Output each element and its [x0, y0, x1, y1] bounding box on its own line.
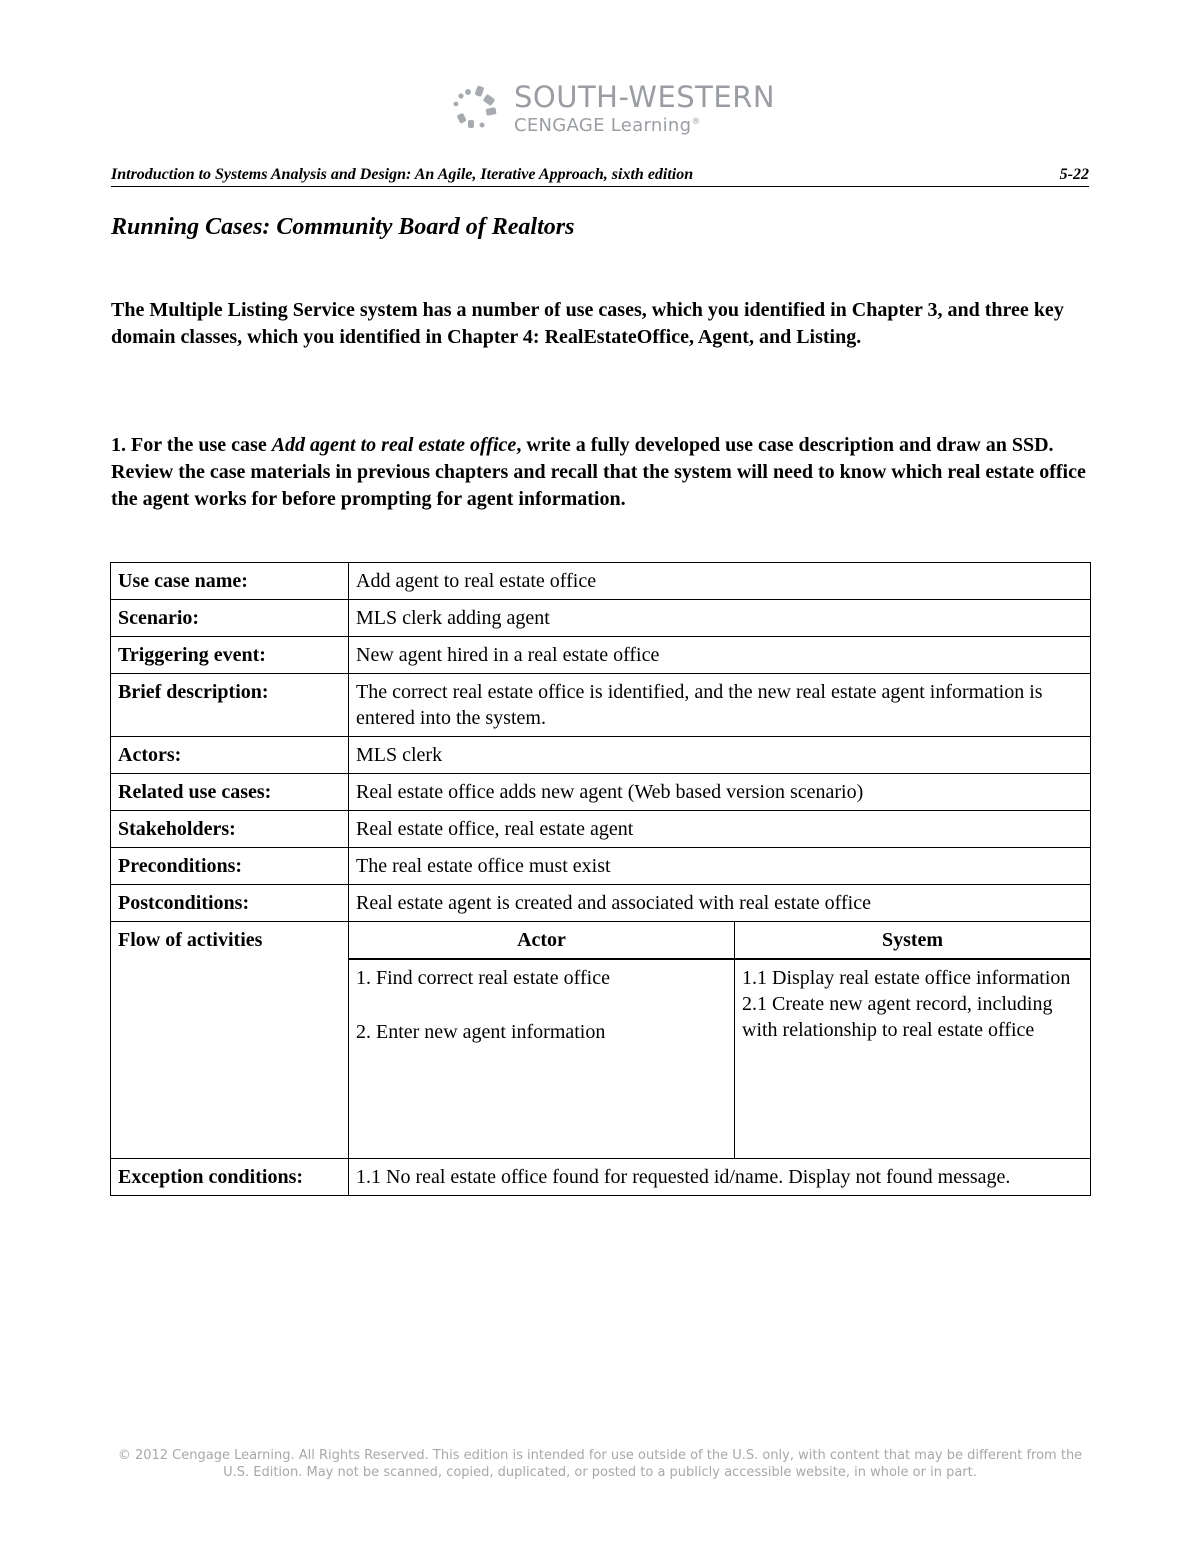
intro-paragraph: The Multiple Listing Service system has a number of use cases, which you identified in Chapter 3, and three key domain classes, which you identified in Chapter 4: RealEstateOffice, Agent, and Listing.	[111, 299, 1064, 348]
question-suffix: , write a fully developed use case description and draw an SSD. Review the case materials in previous chapters and recall that the system will need to know which real estate office the agent works for before prompting for agent information.	[111, 434, 1086, 510]
table-row	[111, 674, 1091, 737]
row-value: New agent hired in a real estate office	[349, 637, 1091, 674]
system-steps	[735, 959, 1091, 1159]
exception-label: Exception conditions:	[111, 1159, 349, 1196]
table-row	[111, 600, 1091, 637]
system-header: System	[735, 922, 1091, 960]
registered-mark: ®	[691, 117, 701, 127]
row-label: Postconditions:	[111, 885, 349, 922]
question-use-case: Add agent to real estate office	[271, 434, 517, 456]
cengage-dots-icon	[452, 84, 504, 134]
row-label: Preconditions:	[111, 848, 349, 885]
actor-header: Actor	[349, 922, 735, 960]
table-row	[111, 637, 1091, 674]
copyright-footer: © 2012 Cengage Learning. All Rights Reserved. This edition is intended for use outside of the U.S. only, with content that may be different from the U.S. Edition. May not be scanned, copied, duplicated, or posted to a publicly accessible website, in whole or in part.	[117, 1448, 1083, 1480]
book-title: Introduction to Systems Analysis and Design: An Agile, Iterative Approach, sixth edition	[111, 166, 694, 183]
logo-wordmark	[514, 82, 775, 136]
row-label: Brief description:	[111, 674, 349, 737]
logo-line-1: SOUTH-WESTERN	[514, 80, 776, 114]
row-label: Triggering event:	[111, 637, 349, 674]
row-label: Stakeholders:	[111, 811, 349, 848]
running-header	[111, 166, 1089, 187]
table-row	[111, 737, 1091, 774]
logo-line-2-text: CENGAGE Learning	[514, 115, 692, 136]
table-row	[111, 563, 1091, 600]
actor-step: 1. Find correct real estate office	[356, 967, 610, 989]
row-value: The real estate office must exist	[349, 848, 1091, 885]
row-label: Actors:	[111, 737, 349, 774]
row-value: MLS clerk adding agent	[349, 600, 1091, 637]
actor-steps	[349, 959, 735, 1159]
step-spacer	[356, 991, 727, 1019]
row-label: Scenario:	[111, 600, 349, 637]
table-row	[111, 811, 1091, 848]
row-value: Real estate agent is created and associated with real estate office	[349, 885, 1091, 922]
table-row	[111, 1159, 1091, 1196]
case-title: Running Cases: Community Board of Realtors	[111, 214, 575, 240]
row-value: Real estate office, real estate agent	[349, 811, 1091, 848]
page-number: 5-22	[1059, 166, 1089, 183]
row-value: Add agent to real estate office	[349, 563, 1091, 600]
publisher-logo	[452, 80, 776, 136]
row-value: MLS clerk	[349, 737, 1091, 774]
use-case-table	[110, 562, 1091, 1196]
row-value: Real estate office adds new agent (Web based version scenario)	[349, 774, 1091, 811]
row-value: The correct real estate office is identified, and the new real estate agent information is entered into the system.	[349, 674, 1091, 737]
flow-header-row	[111, 922, 1091, 960]
question-prefix: 1. For the use case	[111, 434, 272, 456]
system-step: 1.1 Display real estate office information	[742, 967, 1071, 989]
question-paragraph	[111, 432, 1091, 513]
actor-step: 2. Enter new agent information	[356, 1021, 606, 1043]
table-row	[111, 774, 1091, 811]
logo-line-2	[514, 112, 775, 136]
exception-value: 1.1 No real estate office found for requested id/name. Display not found message.	[349, 1159, 1091, 1196]
system-step: 2.1 Create new agent record, including with relationship to real estate office	[742, 993, 1053, 1041]
table-row	[111, 885, 1091, 922]
row-label: Use case name:	[111, 563, 349, 600]
table-row	[111, 848, 1091, 885]
flow-label: Flow of activities	[111, 922, 349, 1159]
row-label: Related use cases:	[111, 774, 349, 811]
